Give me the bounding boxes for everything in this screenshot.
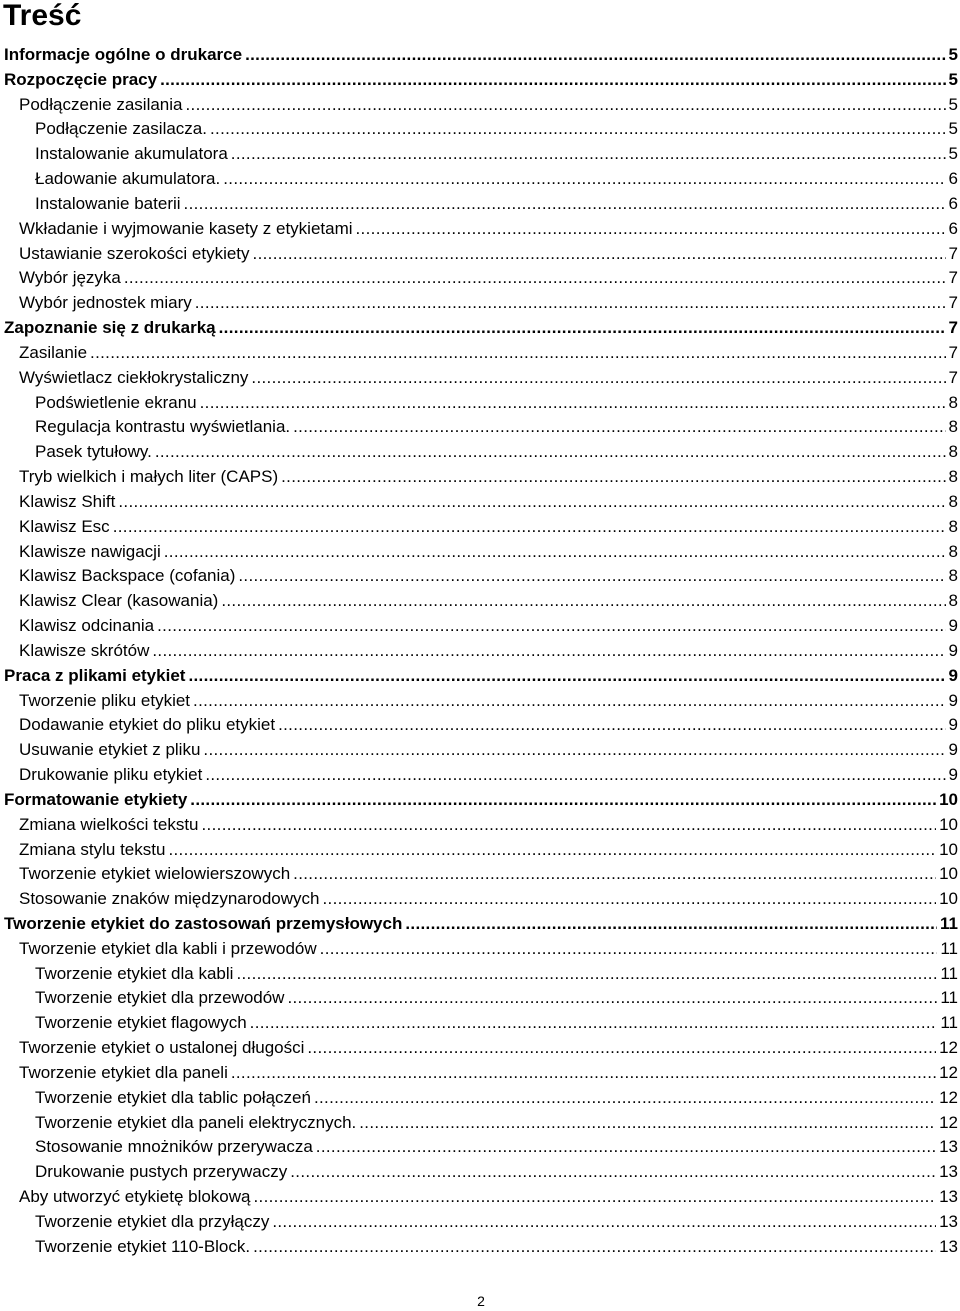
toc-entry-page: 6 [948, 218, 958, 238]
toc-entry[interactable] [0, 1185, 960, 1210]
toc-entry-page: 11 [940, 988, 958, 1008]
toc-dot-leader [236, 962, 937, 987]
toc-entry-label: Klawisz Esc [19, 516, 110, 536]
toc-entry-page: 10 [939, 889, 958, 909]
toc-entry-label: Tworzenie pliku etykiet [19, 690, 191, 710]
toc-entry[interactable] [0, 465, 960, 490]
toc-entry-page: 7 [948, 293, 958, 313]
toc-entry-page: 11 [940, 1013, 958, 1033]
toc-dot-leader [253, 242, 946, 267]
toc-entry[interactable] [0, 440, 960, 465]
toc-entry[interactable] [0, 540, 960, 565]
toc-entry-label: Podłączenie zasilania [19, 94, 183, 114]
toc-entry[interactable] [0, 813, 960, 838]
toc-entry-label: Tworzenie etykiet dla kabli i przewodów [19, 938, 317, 958]
toc-entry-label: Tworzenie etykiet flagowych [35, 1013, 247, 1033]
toc-entry-page: 9 [948, 740, 958, 760]
toc-entry-label: Zapoznanie się z drukarką [4, 318, 216, 338]
toc-entry-page: 12 [939, 1038, 958, 1058]
toc-entry[interactable] [0, 192, 960, 217]
toc-entry-page: 6 [948, 169, 958, 189]
toc-entry-page: 9 [948, 690, 958, 710]
toc-dot-leader [316, 1135, 936, 1160]
toc-entry[interactable] [0, 117, 960, 142]
toc-entry-label: Tworzenie etykiet dla paneli [19, 1062, 228, 1082]
toc-entry-label: Tworzenie etykiet dla kabli [35, 963, 234, 983]
toc-entry-label: Klawisz Clear (kasowania) [19, 591, 219, 611]
toc-entry-label: Regulacja kontrastu wyświetlania. [35, 417, 291, 437]
toc-entry-page: 9 [948, 765, 958, 785]
toc-entry-page: 9 [948, 616, 958, 636]
toc-entry-page: 8 [948, 491, 958, 511]
toc-entry-page: 6 [948, 193, 958, 213]
toc-dot-leader [314, 1086, 936, 1111]
toc-entry[interactable] [0, 962, 960, 987]
toc-entry-page: 8 [948, 591, 958, 611]
toc-entry[interactable] [0, 689, 960, 714]
toc-dot-leader [155, 440, 946, 465]
toc-dot-leader [188, 664, 945, 689]
toc-dot-leader [157, 614, 945, 639]
toc-entry-page: 13 [939, 1211, 958, 1231]
toc-dot-leader [219, 316, 946, 341]
toc-entry-page: 12 [939, 1112, 958, 1132]
toc-entry-page: 13 [939, 1137, 958, 1157]
toc-entry-page: 8 [948, 541, 958, 561]
toc-entry[interactable] [0, 1061, 960, 1086]
toc-dot-leader [287, 986, 937, 1011]
toc-dot-leader [221, 589, 945, 614]
toc-entry[interactable] [0, 167, 960, 192]
toc-entry[interactable] [0, 986, 960, 1011]
toc-dot-leader [290, 1160, 936, 1185]
toc-entry-page: 9 [948, 640, 958, 660]
toc-entry[interactable] [0, 713, 960, 738]
toc-dot-leader [231, 1061, 936, 1086]
toc-dot-leader [323, 887, 937, 912]
toc-entry-label: Klawisze nawigacji [19, 541, 161, 561]
toc-entry[interactable] [0, 664, 960, 689]
toc-entry[interactable] [0, 43, 960, 68]
toc-entry-label: Wyświetlacz ciekłokrystaliczny [19, 367, 249, 387]
toc-entry[interactable] [0, 242, 960, 267]
toc-entry-page: 7 [948, 342, 958, 362]
toc-entry-label: Tworzenie etykiet 110-Block. [35, 1236, 251, 1256]
toc-entry-page: 7 [948, 318, 958, 338]
toc-dot-leader [184, 192, 946, 217]
toc-entry[interactable] [0, 291, 960, 316]
toc-entry[interactable] [0, 838, 960, 863]
toc-entry-page: 5 [948, 94, 958, 114]
page-title: Treść [3, 0, 82, 32]
toc-entry-page: 7 [948, 243, 958, 263]
toc-entry-page: 5 [948, 144, 958, 164]
toc-dot-leader [356, 217, 946, 242]
toc-entry-page: 13 [939, 1162, 958, 1182]
toc-entry-page: 9 [948, 665, 958, 685]
toc-entry-label: Tworzenie etykiet dla tablic połączeń [35, 1087, 311, 1107]
toc-dot-leader [195, 291, 946, 316]
toc-entry-label: Drukowanie pliku etykiet [19, 765, 203, 785]
toc-entry-page: 10 [939, 814, 958, 834]
toc-entry-label: Rozpoczęcie pracy [4, 69, 158, 89]
toc-dot-leader [250, 1011, 938, 1036]
toc-entry[interactable] [0, 490, 960, 515]
toc-entry-page: 5 [948, 45, 958, 64]
toc-entry[interactable] [0, 614, 960, 639]
toc-dot-leader [118, 490, 945, 515]
toc-dot-leader [186, 93, 946, 118]
toc-entry-page: 12 [939, 1062, 958, 1082]
toc-entry-label: Stosowanie mnożników przerywacza [35, 1137, 313, 1157]
toc-entry[interactable] [0, 937, 960, 962]
toc-entry[interactable] [0, 763, 960, 788]
page-number: 2 [477, 1293, 485, 1309]
toc-dot-leader [152, 639, 945, 664]
toc-entry[interactable] [0, 862, 960, 887]
toc-entry-page: 11 [940, 938, 958, 958]
toc-dot-leader [231, 142, 946, 167]
toc-entry[interactable] [0, 1011, 960, 1036]
toc-entry-page: 7 [948, 367, 958, 387]
toc-entry-label: Aby utworzyć etykietę blokową [19, 1187, 251, 1207]
toc-dot-leader [202, 813, 937, 838]
toc-entry-label: Tworzenie etykiet dla paneli elektrycznych. [35, 1112, 357, 1132]
toc-entry-label: Praca z plikami etykiet [4, 665, 186, 685]
toc-entry-label: Podłączenie zasilacza. [35, 119, 207, 139]
toc-entry[interactable] [0, 515, 960, 540]
toc-entry-label: Zmiana stylu tekstu [19, 839, 166, 859]
toc-entry-label: Usuwanie etykiet z pliku [19, 740, 201, 760]
toc-dot-leader [278, 713, 945, 738]
toc-entry[interactable] [0, 639, 960, 664]
toc-entry[interactable] [0, 1086, 960, 1111]
toc-dot-leader [203, 738, 945, 763]
toc-entry[interactable] [0, 1111, 960, 1136]
toc-entry-page: 8 [948, 467, 958, 487]
toc-dot-leader [359, 1111, 936, 1136]
toc-entry-page: 8 [948, 516, 958, 536]
toc-entry-page: 11 [940, 913, 958, 933]
toc-entry[interactable] [0, 912, 960, 937]
toc-dot-leader [293, 862, 936, 887]
toc-entry-page: 9 [948, 715, 958, 735]
toc-entry[interactable] [0, 1210, 960, 1235]
toc-entry-label: Zmiana wielkości tekstu [19, 814, 199, 834]
toc-entry[interactable] [0, 1160, 960, 1185]
toc-entry-page: 10 [939, 789, 958, 809]
toc-entry-label: Tworzenie etykiet dla przewodów [35, 988, 285, 1008]
toc-entry-label: Stosowanie znaków międzynarodowych [19, 889, 320, 909]
toc-entry-page: 11 [940, 963, 958, 983]
toc-dot-leader [205, 763, 945, 788]
table-of-contents [0, 43, 960, 1260]
toc-dot-leader [193, 689, 946, 714]
toc-entry-label: Wkładanie i wyjmowanie kasety z etykietami [19, 218, 353, 238]
toc-dot-leader [190, 788, 936, 813]
toc-dot-leader [210, 117, 946, 142]
toc-entry-page: 8 [948, 442, 958, 462]
toc-entry[interactable] [0, 366, 960, 391]
toc-entry-label: Wybór języka [19, 268, 121, 288]
toc-entry[interactable] [0, 564, 960, 589]
toc-entry-label: Klawisz Shift [19, 491, 116, 511]
toc-dot-leader [223, 167, 945, 192]
toc-dot-leader [238, 564, 945, 589]
toc-entry-page: 8 [948, 392, 958, 412]
toc-entry[interactable] [0, 391, 960, 416]
toc-dot-leader [254, 1185, 937, 1210]
toc-entry-label: Klawisz Backspace (cofania) [19, 566, 236, 586]
toc-entry-label: Tworzenie etykiet wielowierszowych [19, 864, 291, 884]
toc-dot-leader [113, 515, 946, 540]
toc-dot-leader [245, 43, 945, 68]
toc-dot-leader [160, 68, 945, 93]
toc-entry-label: Zasilanie [19, 342, 88, 362]
toc-entry-label: Instalowanie akumulatora [35, 144, 228, 164]
toc-entry-page: 10 [939, 839, 958, 859]
toc-entry[interactable] [0, 1036, 960, 1061]
toc-entry-label: Dodawanie etykiet do pliku etykiet [19, 715, 276, 735]
toc-entry[interactable] [0, 93, 960, 118]
toc-dot-leader [405, 912, 937, 937]
toc-entry-label: Podświetlenie ekranu [35, 392, 197, 412]
toc-entry-label: Pasek tytułowy. [35, 442, 152, 462]
toc-dot-leader [200, 391, 946, 416]
toc-dot-leader [253, 1235, 936, 1260]
toc-entry-page: 12 [939, 1087, 958, 1107]
toc-entry-label: Ładowanie akumulatora. [35, 169, 221, 189]
toc-entry-page: 7 [948, 268, 958, 288]
toc-entry-label: Wybór jednostek miary [19, 293, 192, 313]
toc-entry-label: Tworzenie etykiet o ustalonej długości [19, 1038, 305, 1058]
toc-entry-label: Tryb wielkich i małych liter (CAPS) [19, 467, 279, 487]
toc-entry[interactable] [0, 738, 960, 763]
toc-dot-leader [168, 838, 936, 863]
toc-entry-label: Tworzenie etykiet do zastosowań przemysłowych [4, 913, 403, 933]
toc-entry[interactable] [0, 316, 960, 341]
toc-entry[interactable] [0, 1235, 960, 1260]
toc-entry[interactable] [0, 887, 960, 912]
toc-entry-label: Informacje ogólne o drukarce [4, 45, 243, 64]
toc-entry-page: 8 [948, 417, 958, 437]
toc-entry-page: 5 [948, 69, 958, 89]
toc-dot-leader [281, 465, 945, 490]
toc-entry-page: 13 [939, 1236, 958, 1256]
toc-entry[interactable] [0, 1135, 960, 1160]
toc-dot-leader [293, 415, 945, 440]
toc-entry-page: 8 [948, 566, 958, 586]
toc-dot-leader [90, 341, 945, 366]
toc-entry[interactable] [0, 68, 960, 93]
toc-entry-page: 5 [948, 119, 958, 139]
toc-dot-leader [307, 1036, 936, 1061]
toc-entry-label: Tworzenie etykiet dla przyłączy [35, 1211, 270, 1231]
toc-dot-leader [124, 266, 946, 291]
toc-entry[interactable] [0, 788, 960, 813]
toc-entry-page: 10 [939, 864, 958, 884]
toc-entry[interactable] [0, 142, 960, 167]
toc-dot-leader [320, 937, 938, 962]
toc-entry[interactable] [0, 217, 960, 242]
toc-entry-label: Drukowanie pustych przerywaczy [35, 1162, 288, 1182]
toc-entry[interactable] [0, 266, 960, 291]
toc-entry-page: 13 [939, 1187, 958, 1207]
toc-entry[interactable] [0, 589, 960, 614]
toc-entry-label: Formatowanie etykiety [4, 789, 188, 809]
toc-entry[interactable] [0, 341, 960, 366]
toc-entry-label: Instalowanie baterii [35, 193, 181, 213]
toc-entry-label: Klawisze skrótów [19, 640, 150, 660]
toc-dot-leader [251, 366, 945, 391]
toc-dot-leader [164, 540, 946, 565]
toc-entry[interactable] [0, 415, 960, 440]
toc-dot-leader [272, 1210, 936, 1235]
toc-entry-label: Klawisz odcinania [19, 616, 155, 636]
toc-entry-label: Ustawianie szerokości etykiety [19, 243, 250, 263]
